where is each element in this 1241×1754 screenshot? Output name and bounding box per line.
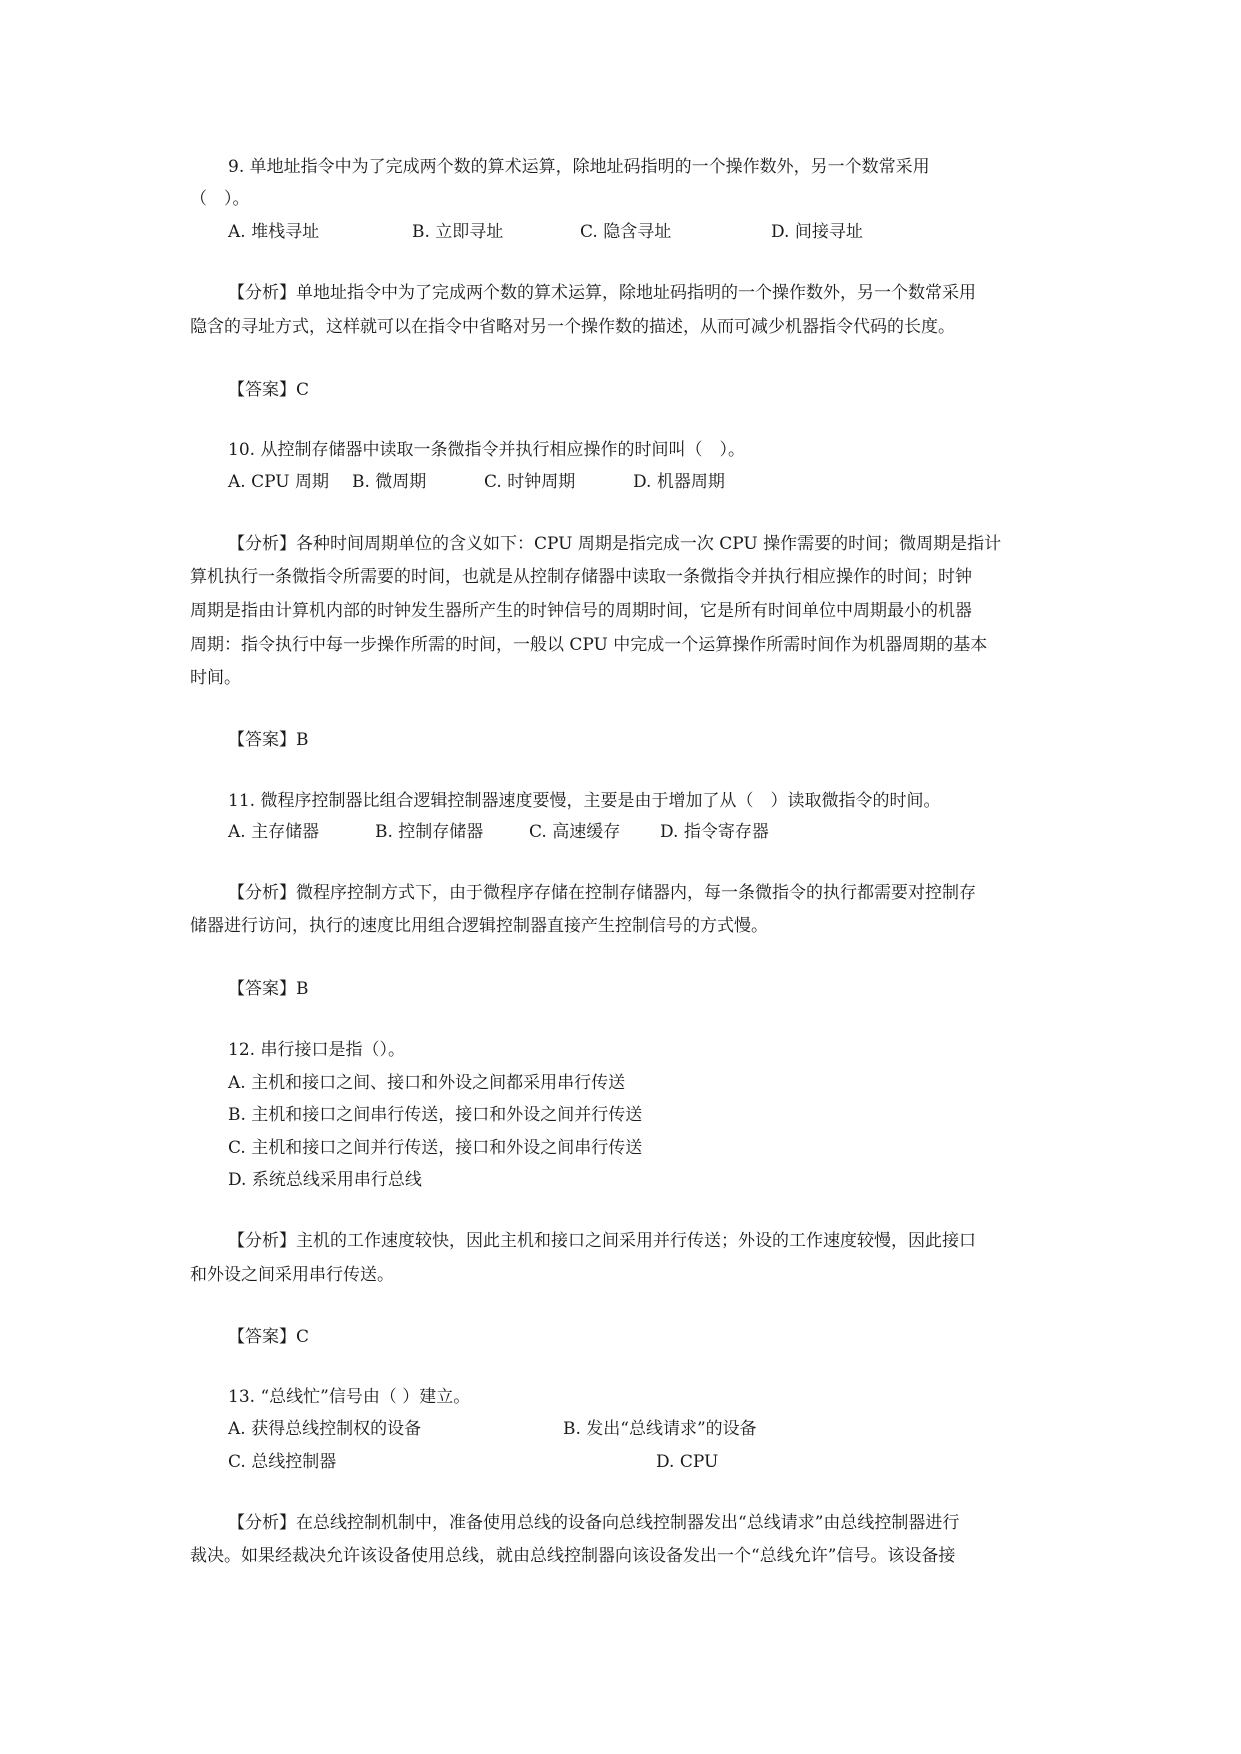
q12-option-d: D. 系统总线采用串行总线	[228, 1170, 422, 1190]
q10-option-b: B. 微周期	[352, 472, 427, 492]
q11-analysis-line1: 【分析】微程序控制方式下，由于微程序存储在控制存储器内，每一条微指令的执行都需要对控制存	[228, 883, 976, 903]
q9-analysis-line2: 隐含的寻址方式，这样就可以在指令中省略对另一个操作数的描述，从而可减少机器指令代码的长度。	[190, 317, 955, 337]
q13-analysis-line2: 裁决。如果经裁决允许该设备使用总线，就由总线控制器向该设备发出一个“总线允许”信号。该设备接	[190, 1546, 956, 1566]
q12-option-c: C. 主机和接口之间并行传送，接口和外设之间串行传送	[228, 1138, 643, 1158]
q13-option-d: D. CPU	[656, 1452, 719, 1472]
q12-analysis-line2: 和外设之间采用串行传送。	[190, 1265, 394, 1285]
q10-analysis-line1: 【分析】各种时间周期单位的含义如下：CPU 周期是指完成一次 CPU 操作需要的时间；微周期是指计	[228, 534, 1002, 554]
q10-stem: 10. 从控制存储器中读取一条微指令并执行相应操作的时间叫（ ）。	[228, 440, 745, 460]
q9-stem-line2: （ ）。	[190, 189, 250, 209]
q9-analysis-line1: 【分析】单地址指令中为了完成两个数的算术运算，除地址码指明的一个操作数外，另一个数常采用	[228, 283, 976, 303]
q13-stem: 13. “总线忙”信号由（ ）建立。	[228, 1387, 471, 1407]
q10-option-a: A. CPU 周期	[228, 472, 329, 492]
q10-analysis-line4: 周期：指令执行中每一步操作所需的时间，一般以 CPU 中完成一个运算操作所需时间作为机器周期的基本	[190, 635, 988, 655]
q10-analysis-line3: 周期是指由计算机内部的时钟发生器所产生的时钟信号的周期时间，它是所有时间单位中周期最小的机器	[190, 601, 972, 621]
q11-analysis-line2: 储器进行访问，执行的速度比用组合逻辑控制器直接产生控制信号的方式慢。	[190, 916, 768, 936]
q10-option-d: D. 机器周期	[633, 472, 725, 492]
q11-option-a: A. 主存储器	[228, 822, 320, 842]
q9-option-c: C. 隐含寻址	[580, 222, 672, 242]
q13-option-c: C. 总线控制器	[228, 1452, 337, 1472]
q9-option-a: A. 堆栈寻址	[228, 222, 320, 242]
q9-option-d: D. 间接寻址	[771, 222, 863, 242]
q10-analysis-line2: 算机执行一条微指令所需要的时间，也就是从控制存储器中读取一条微指令并执行相应操作的时间；时钟	[190, 567, 972, 587]
q9-option-b: B. 立即寻址	[412, 222, 504, 242]
q12-option-a: A. 主机和接口之间、接口和外设之间都采用串行传送	[228, 1073, 626, 1093]
q10-option-c: C. 时钟周期	[484, 472, 576, 492]
q12-stem: 12. 串行接口是指（）。	[228, 1040, 405, 1060]
q13-option-a: A. 获得总线控制权的设备	[228, 1419, 422, 1439]
q12-analysis-line1: 【分析】主机的工作速度较快，因此主机和接口之间采用并行传送；外设的工作速度较慢，因此接口	[228, 1231, 976, 1251]
q13-analysis-line1: 【分析】在总线控制机制中，准备使用总线的设备向总线控制器发出“总线请求”由总线控制器进行	[228, 1513, 960, 1533]
q12-option-b: B. 主机和接口之间串行传送，接口和外设之间并行传送	[228, 1105, 643, 1125]
q9-stem-line1: 9. 单地址指令中为了完成两个数的算术运算，除地址码指明的一个操作数外，另一个数常采用	[228, 157, 930, 177]
q9-answer: 【答案】C	[228, 380, 310, 400]
q11-option-c: C. 高速缓存	[529, 822, 621, 842]
q13-option-b: B. 发出“总线请求”的设备	[563, 1419, 757, 1439]
q10-analysis-line5: 时间。	[190, 668, 241, 688]
q11-option-d: D. 指令寄存器	[660, 822, 769, 842]
q11-stem: 11. 微程序控制器比组合逻辑控制器速度要慢，主要是由于增加了从（ ）读取微指令的时间。	[228, 791, 941, 811]
q11-option-b: B. 控制存储器	[375, 822, 484, 842]
q12-answer: 【答案】C	[228, 1327, 310, 1347]
q11-answer: 【答案】B	[228, 979, 309, 999]
q10-answer: 【答案】B	[228, 730, 309, 750]
